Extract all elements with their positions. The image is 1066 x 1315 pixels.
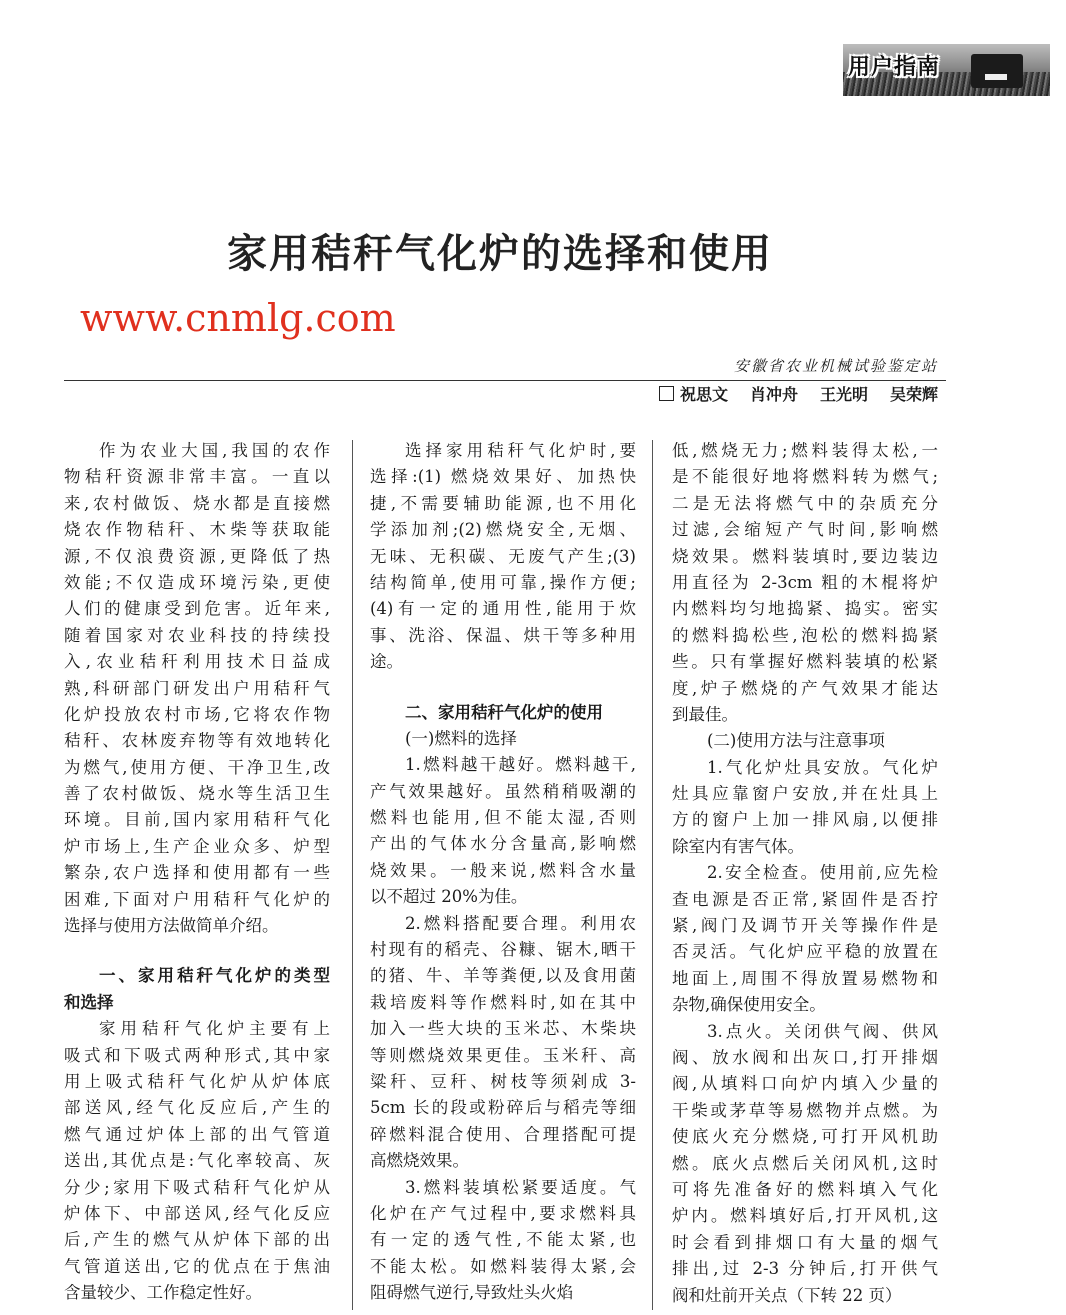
- paragraph: [370, 1175, 636, 1307]
- text-line: 村现有的稻壳、谷糠、锯木,晒干: [370, 940, 636, 960]
- author-list: [659, 382, 938, 405]
- section-label: 用户指南: [848, 55, 941, 80]
- text-line: 学添加剂;(2)燃烧安全,无烟、: [370, 520, 636, 540]
- text-line: 人们的健康受到危害。近年来,: [64, 599, 330, 619]
- text-line: 的猪、牛、羊等粪便,以及食用菌: [370, 966, 636, 986]
- text-line: 否灵活。气化炉应平稳的放置在: [672, 942, 938, 962]
- author: 吴荣辉: [889, 385, 938, 404]
- text-line: 碎燃料混合使用、合理搭配可提: [370, 1124, 636, 1144]
- text-line: 炉体下、中部送风,经气化反应: [64, 1203, 330, 1223]
- text-line: 紧,阀门及调节开关等操作件是: [672, 916, 938, 936]
- section-logo-user-guide: [843, 44, 1050, 96]
- author: 肖冲舟: [749, 385, 798, 404]
- text-line: 以不超过 20%为佳。: [370, 887, 528, 907]
- text-line: 用上吸式秸秆气化炉从炉体底: [64, 1071, 330, 1091]
- column-3: [672, 438, 938, 1309]
- text-line: 时会看到排烟口有大量的烟气: [672, 1232, 938, 1252]
- watermark: www.cnmlg.com: [80, 296, 396, 340]
- text-line: 烧效果。一般来说,燃料含水量: [370, 860, 636, 880]
- text-line: 有一定的透气性,不能太紧,也: [370, 1230, 636, 1250]
- column-divider: [352, 440, 353, 1310]
- text-line: 燃料也能用,但不能太湿,否则: [370, 808, 636, 828]
- text-line: 到最佳。: [672, 704, 738, 724]
- text-line: 炉市场上,生产企业众多、炉型: [64, 836, 330, 856]
- column-1: [64, 438, 330, 1307]
- text-line: 产出的气体水分含量高,影响燃: [370, 834, 636, 854]
- text-line: 粱秆、豆秆、树枝等须剁成 3-: [370, 1071, 636, 1091]
- text-line: 效能;不仅造成环境污染,更使: [64, 572, 330, 592]
- text-line: 无味、无积碳、无废气产生;(3): [370, 546, 636, 566]
- text-line: 善了农村做饭、烧水等生活卫生: [64, 784, 330, 804]
- text-line: 后,产生的燃气从炉体下部的出: [64, 1230, 330, 1250]
- text-line: (二)使用方法与注意事项: [707, 731, 885, 751]
- text-line: 低,燃烧无力;燃料装得太松,一: [672, 441, 938, 460]
- spacer: [370, 676, 636, 700]
- text-line: 干柴或茅草等易燃物并点燃。为: [672, 1100, 938, 1120]
- text-line: 排出,过 2-3 分钟后,打开供气: [672, 1259, 938, 1279]
- text-line: 阀和灶前开关点（下转 22 页）: [672, 1285, 902, 1305]
- text-line: 加入一些大块的玉米芯、木柴块: [370, 1019, 636, 1039]
- text-line: 送出,其优点是:气化率较高、灰: [64, 1151, 330, 1171]
- text-line: 阀、放水阀和出灰口,打开排烟: [672, 1047, 938, 1067]
- text-line: 2.安全检查。使用前,应先检: [707, 863, 938, 883]
- text-line: 结构简单,使用可靠,操作方便;: [370, 572, 636, 592]
- text-line: 燃。底火点燃后关闭风机,这时: [672, 1153, 938, 1173]
- paragraph: [370, 752, 636, 910]
- header-rule: [64, 380, 946, 381]
- text-line: 入,农业秸秆利用技术日益成: [64, 652, 330, 672]
- text-line: 除室内有害气体。: [672, 836, 804, 856]
- text-line: 产气效果越好。虽然稍稍吸潮的: [370, 781, 636, 801]
- author-box-icon: [659, 386, 674, 401]
- text-line: 3.燃料装填松紧要适度。气: [405, 1177, 636, 1197]
- text-line: 含量较少、工作稳定性好。: [64, 1283, 262, 1303]
- text-line: 烧农作物秸秆、木柴等获取能: [64, 520, 330, 540]
- text-line: 途。: [370, 652, 403, 672]
- column-divider: [652, 440, 653, 1310]
- text-line: 选择家用秸秆气化炉时,要: [405, 441, 636, 460]
- text-line: 二是无法将燃气中的杂质充分: [672, 493, 938, 513]
- tractor-image: [971, 54, 1023, 88]
- text-line: 1.气化炉灶具安放。气化炉: [707, 757, 938, 777]
- text-line: 环境。目前,国内家用秸秆气化: [64, 810, 330, 830]
- text-line: 的燃料捣松些,泡松的燃料捣紧: [672, 625, 938, 645]
- text-line: 繁杂,农户选择和使用都有一些: [64, 863, 330, 883]
- text-line: 2.燃料搭配要合理。利用农: [405, 913, 636, 933]
- text-line: 气管道送出,它的优点在于焦油: [64, 1256, 330, 1276]
- paragraph: [672, 860, 938, 1018]
- text-line: 熟,科研部门研发出户用秸秆气: [64, 678, 330, 698]
- text-line: 3.点火。关闭供气阀、供风: [707, 1021, 938, 1041]
- text-line: 是不能很好地将燃料转为燃气;: [672, 467, 938, 487]
- text-line: 捷,不需要辅助能源,也不用化: [370, 493, 636, 513]
- text-line: 一、家用秸秆气化炉的类型: [99, 966, 330, 986]
- author: 祝思文: [679, 385, 728, 404]
- text-line: 化炉投放农村市场,它将农作物: [64, 704, 330, 724]
- text-line: 秸秆、农林废弃物等有效地转化: [64, 731, 330, 751]
- affiliation: 安徽省农业机械试验鉴定站: [733, 357, 938, 375]
- text-line: 事、洗浴、保温、烘干等多种用: [370, 625, 636, 645]
- text-line: 源,不仅浪费资源,更降低了热: [64, 546, 330, 566]
- text-line: 地面上,周围不得放置易燃物和: [672, 968, 938, 988]
- text-line: 二、家用秸秆气化炉的使用: [405, 702, 603, 722]
- text-line: 用直径为 2-3cm 粗的木棍将炉: [672, 572, 938, 592]
- text-line: 阀,从填料口向炉内填入少量的: [672, 1074, 938, 1094]
- text-line: (一)燃料的选择: [405, 728, 517, 748]
- text-line: 灶具应靠窗户安放,并在灶具上: [672, 784, 938, 804]
- text-line: 杂物,确保使用安全。: [672, 995, 826, 1015]
- text-line: 和选择: [64, 992, 114, 1012]
- text-line: 选择:(1) 燃烧效果好、加热快: [370, 467, 636, 487]
- text-line: 可将先准备好的燃料填入气化: [672, 1179, 938, 1199]
- text-line: 等则燃烧效果更佳。玉米秆、高: [370, 1045, 636, 1065]
- paragraph: [64, 1016, 330, 1306]
- paragraph: [64, 438, 330, 939]
- section-heading: [370, 700, 636, 726]
- subsection-heading: [672, 728, 938, 754]
- text-line: 方的窗户上加一排风扇,以便排: [672, 810, 938, 830]
- text-line: 随着国家对农业科技的持续投: [64, 625, 330, 645]
- text-line: 部送风,经气化反应后,产生的: [64, 1098, 330, 1118]
- text-line: 为燃气,使用方便、干净卫生,改: [64, 757, 330, 777]
- text-line: 度,炉子燃烧的产气效果才能达: [672, 678, 938, 698]
- text-line: 高燃烧效果。: [370, 1151, 469, 1171]
- paragraph: [370, 438, 636, 676]
- section-heading: [64, 963, 330, 1016]
- paragraph: [672, 438, 938, 728]
- text-line: 家用秸秆气化炉主要有上: [99, 1019, 330, 1039]
- text-line: 选择与使用方法做简单介绍。: [64, 916, 279, 936]
- text-line: 内燃料均匀地捣紧、捣实。密实: [672, 599, 938, 619]
- text-line: 阻碍燃气逆行,导致灶头火焰: [370, 1283, 574, 1303]
- text-line: 1.燃料越干越好。燃料越干,: [405, 755, 636, 775]
- paragraph: [672, 755, 938, 861]
- text-line: 使底火充分燃烧,可打开风机助: [672, 1127, 938, 1147]
- author: 王光明: [819, 385, 868, 404]
- paragraph: [370, 911, 636, 1175]
- text-line: 作为农业大国,我国的农作: [99, 441, 330, 460]
- text-line: 来,农村做饭、烧水都是直接燃: [64, 493, 330, 513]
- text-line: 查电源是否正常,紧固件是否拧: [672, 889, 938, 909]
- text-line: (4)有一定的通用性,能用于炊: [370, 599, 636, 619]
- column-2: [370, 438, 636, 1307]
- text-line: 化炉在产气过程中,要求燃料具: [370, 1203, 636, 1223]
- text-line: 炉内。燃料填好后,打开风机,这: [672, 1206, 938, 1226]
- text-line: 物秸秆资源非常丰富。一直以: [64, 467, 330, 487]
- text-line: 烧效果。燃料装填时,要边装边: [672, 546, 938, 566]
- text-line: 分少;家用下吸式秸秆气化炉从: [64, 1177, 330, 1197]
- text-line: 过滤,会缩短产气时间,影响燃: [672, 520, 938, 540]
- paragraph: [672, 1019, 938, 1309]
- article-title: 家用秸秆气化炉的选择和使用: [227, 230, 773, 277]
- subsection-heading: [370, 726, 636, 752]
- text-line: 5cm 长的段或粉碎后与稻壳等细: [370, 1098, 636, 1118]
- text-line: 吸式和下吸式两种形式,其中家: [64, 1045, 330, 1065]
- text-line: 些。只有掌握好燃料装填的松紧: [672, 652, 938, 672]
- text-line: 困难,下面对户用秸秆气化炉的: [64, 889, 330, 909]
- spacer: [64, 939, 330, 963]
- text-line: 栽培废料等作燃料时,如在其中: [370, 992, 636, 1012]
- text-line: 燃气通过炉体上部的出气管道: [64, 1124, 330, 1144]
- text-line: 不能太松。如燃料装得太紧,会: [370, 1256, 636, 1276]
